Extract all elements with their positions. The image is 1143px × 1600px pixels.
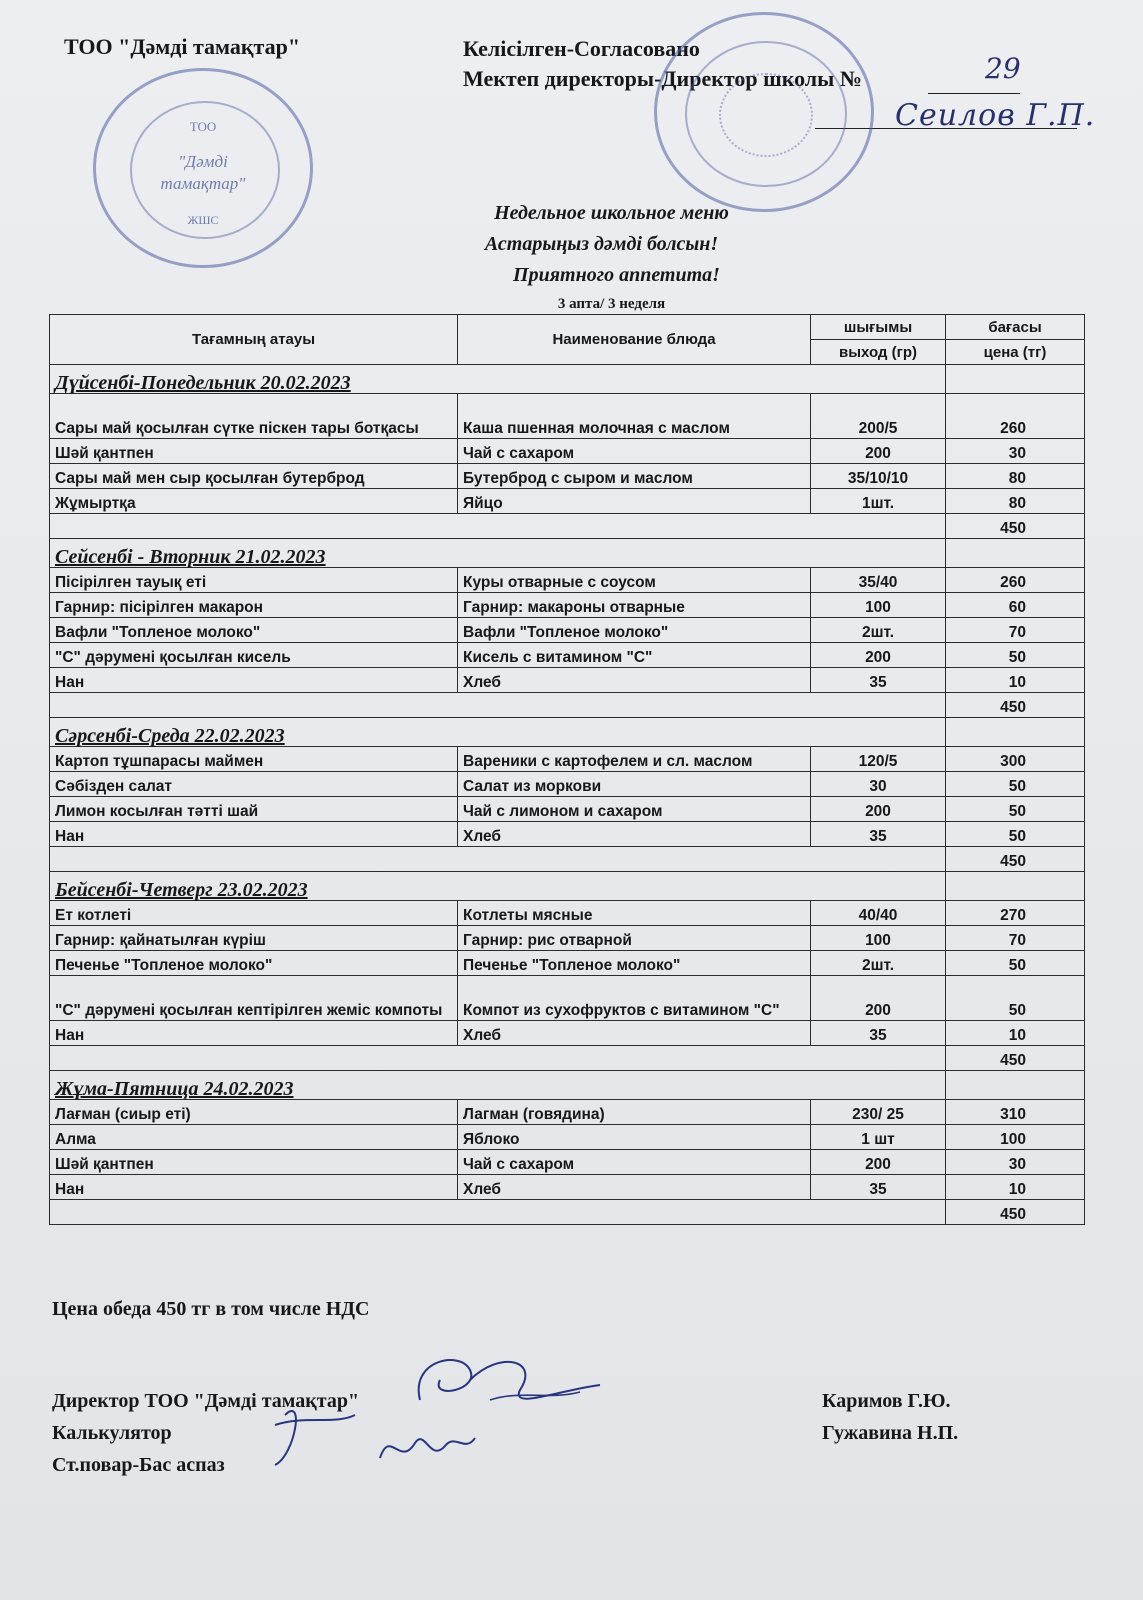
dish-name-ru: Хлеб	[458, 1021, 811, 1046]
dish-name-kz: Шәй қантпен	[50, 439, 458, 464]
director-signature: Сеилов Г.П.	[895, 98, 1096, 133]
dish-name-ru: Чай с лимоном и сахаром	[458, 797, 811, 822]
empty-cell	[946, 365, 1085, 394]
dish-name-ru: Салат из моркови	[458, 772, 811, 797]
header-output-ru: выход (гр)	[811, 340, 946, 365]
dish-output: 200	[811, 643, 946, 668]
dish-output: 35	[811, 668, 946, 693]
menu-row	[50, 747, 1085, 772]
dish-name-kz: "С" дәрумені қосылған кисель	[50, 643, 458, 668]
dish-name-ru: Вафли "Топленое молоко"	[458, 618, 811, 643]
dish-name-ru: Хлеб	[458, 822, 811, 847]
empty-cell	[50, 693, 946, 718]
dish-name-kz: Жұмыртқа	[50, 489, 458, 514]
menu-row	[50, 1175, 1085, 1200]
empty-cell	[50, 1200, 946, 1225]
dish-name-ru: Яблоко	[458, 1125, 811, 1150]
dish-name-ru: Лагман (говядина)	[458, 1100, 811, 1125]
menu-row	[50, 1100, 1085, 1125]
dish-name-kz: Алма	[50, 1125, 458, 1150]
dish-name-ru: Хлеб	[458, 1175, 811, 1200]
dish-name-ru: Куры отварные с соусом	[458, 568, 811, 593]
dish-output: 35	[811, 822, 946, 847]
dish-name-kz: Сары май мен сыр қосылған бутерброд	[50, 464, 458, 489]
dish-price: 50	[946, 976, 1085, 1021]
dish-name-ru: Яйцо	[458, 489, 811, 514]
menu-row	[50, 1125, 1085, 1150]
stamp-bottom-text: ЖШС	[187, 213, 219, 227]
dish-output: 200	[811, 976, 946, 1021]
dish-price: 70	[946, 926, 1085, 951]
dish-output: 200	[811, 439, 946, 464]
day-title: Бейсенбі-Четверг 23.02.2023	[50, 872, 946, 901]
menu-subtitle-kz: Астарыңыз дәмді болсын!	[484, 233, 719, 255]
price-note: Цена обеда 450 тг в том числе НДС	[52, 1298, 370, 1320]
menu-row	[50, 394, 1085, 439]
empty-cell	[946, 539, 1085, 568]
dish-price: 50	[946, 772, 1085, 797]
empty-cell	[50, 1046, 946, 1071]
table-header-row	[50, 315, 1085, 340]
company-name: ТОО "Дәмді тамақтар"	[64, 34, 301, 59]
approval-heading: Келісілген-Согласовано	[463, 36, 700, 61]
school-number-underline	[928, 93, 1020, 94]
dish-price: 260	[946, 394, 1085, 439]
dish-name-ru: Хлеб	[458, 668, 811, 693]
dish-output: 230/ 25	[811, 1100, 946, 1125]
dish-output: 2шт.	[811, 951, 946, 976]
official-seal	[654, 12, 874, 212]
dish-name-kz: Гарнир: қайнатылған күріш	[50, 926, 458, 951]
day-total: 450	[946, 1200, 1085, 1225]
day-total: 450	[946, 1046, 1085, 1071]
empty-cell	[50, 514, 946, 539]
menu-row	[50, 464, 1085, 489]
menu-row	[50, 772, 1085, 797]
menu-row	[50, 593, 1085, 618]
dish-name-ru: Кисель с витамином "С"	[458, 643, 811, 668]
stamp-top-text: ТОО	[189, 119, 217, 134]
dish-output: 2шт.	[811, 618, 946, 643]
menu-row	[50, 1150, 1085, 1175]
header-price-kz: бағасы	[946, 315, 1085, 340]
empty-cell	[946, 718, 1085, 747]
day-title: Дүйсенбі-Понедельник 20.02.2023	[50, 365, 946, 394]
dish-output: 40/40	[811, 901, 946, 926]
header-name-ru: Наименование блюда	[458, 315, 811, 365]
day-total-row	[50, 693, 1085, 718]
dish-price: 300	[946, 747, 1085, 772]
empty-cell	[50, 847, 946, 872]
day-total-row	[50, 1046, 1085, 1071]
school-number: 29	[985, 52, 1021, 85]
dish-output: 35/10/10	[811, 464, 946, 489]
dish-price: 310	[946, 1100, 1085, 1125]
dish-output: 100	[811, 926, 946, 951]
dish-price: 30	[946, 439, 1085, 464]
day-total-row	[50, 514, 1085, 539]
dish-name-ru: Гарнир: рис отварной	[458, 926, 811, 951]
dish-price: 270	[946, 901, 1085, 926]
dish-name-ru: Котлеты мясные	[458, 901, 811, 926]
dish-output: 200	[811, 797, 946, 822]
dish-price: 50	[946, 822, 1085, 847]
dish-output: 35	[811, 1175, 946, 1200]
dish-name-kz: Пісірілген тауық еті	[50, 568, 458, 593]
dish-name-kz: Лағман (сиыр еті)	[50, 1100, 458, 1125]
dish-price: 80	[946, 464, 1085, 489]
day-header-row	[50, 539, 1085, 568]
dish-name-kz: Нан	[50, 822, 458, 847]
dish-price: 70	[946, 618, 1085, 643]
menu-row	[50, 797, 1085, 822]
dish-name-kz: Лимон косылған тәтті шай	[50, 797, 458, 822]
calculator-label: Калькулятор	[52, 1422, 172, 1444]
calculator-name: Гужавина Н.П.	[822, 1422, 959, 1444]
menu-row	[50, 901, 1085, 926]
stamp-name-text: "Дәмді тамақтар"	[160, 152, 246, 193]
dish-name-ru: Печенье "Топленое молоко"	[458, 951, 811, 976]
menu-row	[50, 668, 1085, 693]
menu-row	[50, 1021, 1085, 1046]
dish-name-ru: Вареники с картофелем и сл. маслом	[458, 747, 811, 772]
menu-row	[50, 951, 1085, 976]
dish-price: 10	[946, 1021, 1085, 1046]
director-name: Каримов Г.Ю.	[822, 1390, 951, 1412]
dish-price: 10	[946, 668, 1085, 693]
dish-price: 50	[946, 797, 1085, 822]
dish-output: 35/40	[811, 568, 946, 593]
dish-name-ru: Чай с сахаром	[458, 439, 811, 464]
dish-output: 200/5	[811, 394, 946, 439]
header-output-kz: шығымы	[811, 315, 946, 340]
menu-row	[50, 568, 1085, 593]
day-header-row	[50, 365, 1085, 394]
dish-name-ru: Бутерброд с сыром и маслом	[458, 464, 811, 489]
dish-output: 100	[811, 593, 946, 618]
dish-output: 35	[811, 1021, 946, 1046]
menu-table	[49, 314, 1085, 1225]
menu-row	[50, 618, 1085, 643]
dish-price: 30	[946, 1150, 1085, 1175]
dish-name-kz: Сәбізден салат	[50, 772, 458, 797]
day-title: Сәрсенбі-Среда 22.02.2023	[50, 718, 946, 747]
dish-price: 260	[946, 568, 1085, 593]
day-total-row	[50, 847, 1085, 872]
week-label: 3 апта/ 3 неделя	[557, 296, 666, 312]
dish-name-ru: Каша пшенная молочная с маслом	[458, 394, 811, 439]
day-header-row	[50, 872, 1085, 901]
director-label: Директор ТОО "Дәмді тамақтар"	[52, 1390, 360, 1412]
dish-price: 10	[946, 1175, 1085, 1200]
header-name-kz: Тағамның атауы	[50, 315, 458, 365]
dish-name-kz: Гарнир: пісірілген макарон	[50, 593, 458, 618]
dish-name-kz: Печенье "Топленое молоко"	[50, 951, 458, 976]
day-header-row	[50, 1071, 1085, 1100]
dish-name-ru: Гарнир: макароны отварные	[458, 593, 811, 618]
empty-cell	[946, 872, 1085, 901]
menu-subtitle-ru: Приятного аппетита!	[513, 264, 720, 286]
menu-row	[50, 976, 1085, 1021]
day-total: 450	[946, 514, 1085, 539]
day-total: 450	[946, 847, 1085, 872]
dish-name-kz: Нан	[50, 1021, 458, 1046]
dish-output: 30	[811, 772, 946, 797]
dish-name-kz: Вафли "Топленое молоко"	[50, 618, 458, 643]
empty-cell	[946, 1071, 1085, 1100]
dish-name-kz: Сары май қосылған сүтке піскен тары ботқасы	[50, 394, 458, 439]
dish-name-kz: Нан	[50, 1175, 458, 1200]
menu-row	[50, 439, 1085, 464]
dish-name-kz: Шәй қантпен	[50, 1150, 458, 1175]
day-title: Жұма-Пятница 24.02.2023	[50, 1071, 946, 1100]
menu-row	[50, 489, 1085, 514]
dish-name-ru: Компот из сухофруктов с витамином "С"	[458, 976, 811, 1021]
day-total: 450	[946, 693, 1085, 718]
dish-output: 1 шт	[811, 1125, 946, 1150]
day-total-row	[50, 1200, 1085, 1225]
dish-name-ru: Чай с сахаром	[458, 1150, 811, 1175]
dish-price: 100	[946, 1125, 1085, 1150]
menu-row	[50, 643, 1085, 668]
day-header-row	[50, 718, 1085, 747]
dish-price: 80	[946, 489, 1085, 514]
dish-name-kz: Ет котлеті	[50, 901, 458, 926]
menu-row	[50, 822, 1085, 847]
dish-output: 1шт.	[811, 489, 946, 514]
dish-price: 60	[946, 593, 1085, 618]
dish-name-kz: Нан	[50, 668, 458, 693]
cook-signature-scrawl	[370, 1418, 480, 1478]
dish-name-kz: "С" дәрумені қосылған кептірілген жеміс компоты	[50, 976, 458, 1021]
menu-row	[50, 926, 1085, 951]
dish-price: 50	[946, 951, 1085, 976]
dish-output: 120/5	[811, 747, 946, 772]
header-price-ru: цена (тг)	[946, 340, 1085, 365]
day-title: Сейсенбі - Вторник 21.02.2023	[50, 539, 946, 568]
dish-output: 200	[811, 1150, 946, 1175]
dish-name-kz: Картоп тұшпарасы маймен	[50, 747, 458, 772]
cook-label: Ст.повар-Бас аспаз	[52, 1454, 225, 1476]
menu-title: Недельное школьное меню	[494, 202, 729, 224]
calculator-signature-scrawl	[255, 1395, 375, 1475]
approval-director-line: Мектеп директоры-Директор школы №	[463, 66, 862, 91]
dish-price: 50	[946, 643, 1085, 668]
